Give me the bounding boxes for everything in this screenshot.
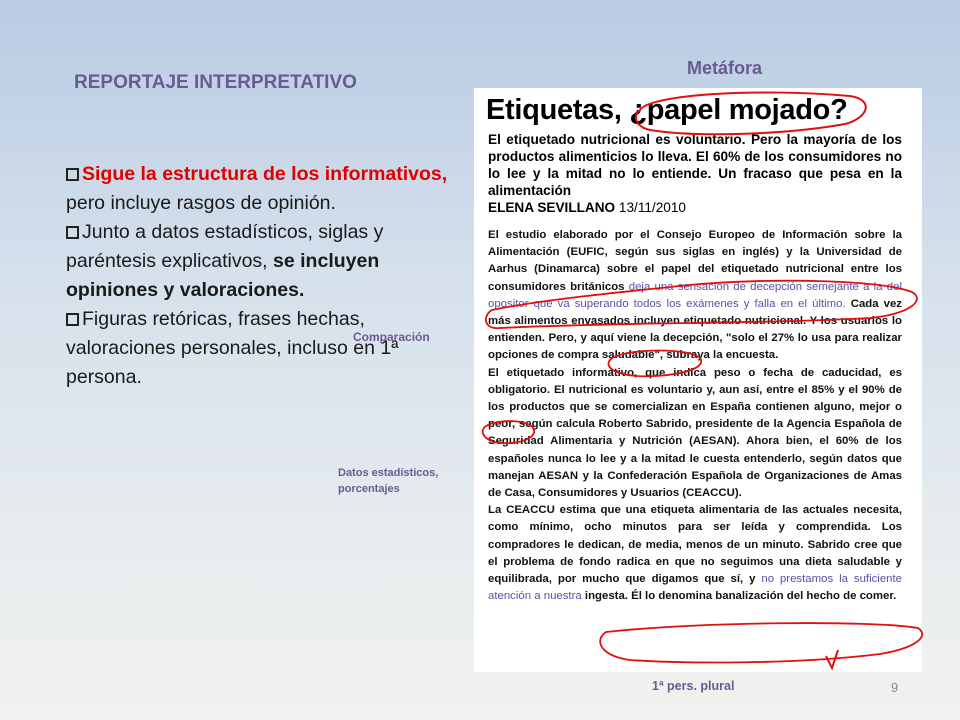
label-metafora: Metáfora	[687, 58, 763, 78]
label-datos-line-2: porcentajes	[338, 483, 400, 495]
p3-highlight: no prestamos la suficiente atención a nuestra	[488, 573, 902, 603]
article-headline: Etiquetas, ¿papel mojado?	[486, 94, 848, 126]
label-datos	[338, 465, 438, 497]
checkbox-bullet-icon	[66, 168, 79, 181]
checkbox-bullet-icon	[66, 313, 79, 326]
label-datos-line-1: Datos estadísticos,	[338, 467, 439, 479]
bullet-item-1	[66, 160, 466, 218]
bullet-2-text: Junto a datos estadísticos, siglas y paréntesis explicativos,	[66, 221, 384, 272]
p1-text-b: Cada vez más alimentos envasados incluyen etiquetado nutricional. Y los usuarios lo entienden. Pero, y aquí viene la decepción, "solo el 27% lo usa para realizar opciones de compra saludable", subraya la encuesta.	[488, 297, 902, 362]
p3-text-a: La CEACCU estima que una etiqueta alimentaria de las actuales necesita, como mínimo, ocho minutos para ser leída y comprendida. Los compradores le dedican, de media, menos de un minuto. Sabrido cree que el problema de fondo radica en que no seguimos una dieta saludable y equilibrada, por mucho que digamos que sí, y	[488, 504, 902, 586]
bullet-3-text: Figuras retóricas, frases hechas, valoraciones personales, incluso en 1ª persona.	[66, 308, 399, 388]
article-paragraph-2: El etiquetado informativo, que indica peso o fecha de caducidad, es obligatorio. El nutricional es voluntario y, aun así, entre el 85% y el 90% de los productos que se comercializan en España contienen alguno, mejor o peor, según calcula Roberto Sabrido, presidente de la Agencia Española de Seguridad Alimentaria y Nutrición (AESAN). Ahora bien, el 60% de los españoles nunca lo lee y a la mitad le cuesta entenderlo, según datos que manejan AESAN y la Confederación Española de Organizaciones de Amas de Casa, Consumidores y Usuarios (CEACCU).	[488, 366, 902, 500]
bullet-item-2	[66, 218, 466, 305]
article-date: 13/11/2010	[615, 200, 686, 215]
bullet-list	[66, 160, 466, 392]
article-body	[488, 227, 902, 605]
bullet-1-highlight: Sigue la estructura de los informativos,	[82, 163, 448, 185]
p3-text-b: ingesta. Él lo denomina banalización del hecho de comer.	[581, 590, 897, 603]
slide-title: REPORTAJE INTERPRETATIVO	[74, 72, 357, 93]
bullet-item-3	[66, 305, 466, 392]
article-paragraph-3	[488, 502, 902, 605]
page-number: 9	[891, 680, 899, 695]
p1-text-a: El estudio elaborado por el Consejo Europeo de Información sobre la Alimentación (EUFIC, según sus siglas en inglés) y la Universidad de Aarhus (Dinamarca) sobre el papel del etiquetado nutricional entre los consumidores británicos	[488, 229, 902, 293]
label-comparacion: Comparación	[353, 330, 430, 344]
article-subhead	[488, 131, 902, 216]
label-plural: 1ª pers. plural	[652, 679, 735, 693]
p1-highlight: deja una sensación de decepción semejante a la del opositor que va superando todos los exámenes y falla en el último.	[488, 280, 902, 310]
checkbox-bullet-icon	[66, 226, 79, 239]
bullet-2-bold: se incluyen opiniones y valoraciones.	[66, 250, 380, 301]
subhead-text: El etiquetado nutricional es voluntario. Pero la mayoría de los productos alimenticios lo lleva. El 60% de los consumidores no lo lee y la mitad no lo entiende. Un fracaso que pesa en la alimentación	[488, 132, 902, 198]
article-paragraph-1	[488, 227, 902, 365]
article-byline: ELENA SEVILLANO	[488, 200, 616, 215]
bullet-1-text: pero incluye rasgos de opinión.	[66, 192, 336, 214]
